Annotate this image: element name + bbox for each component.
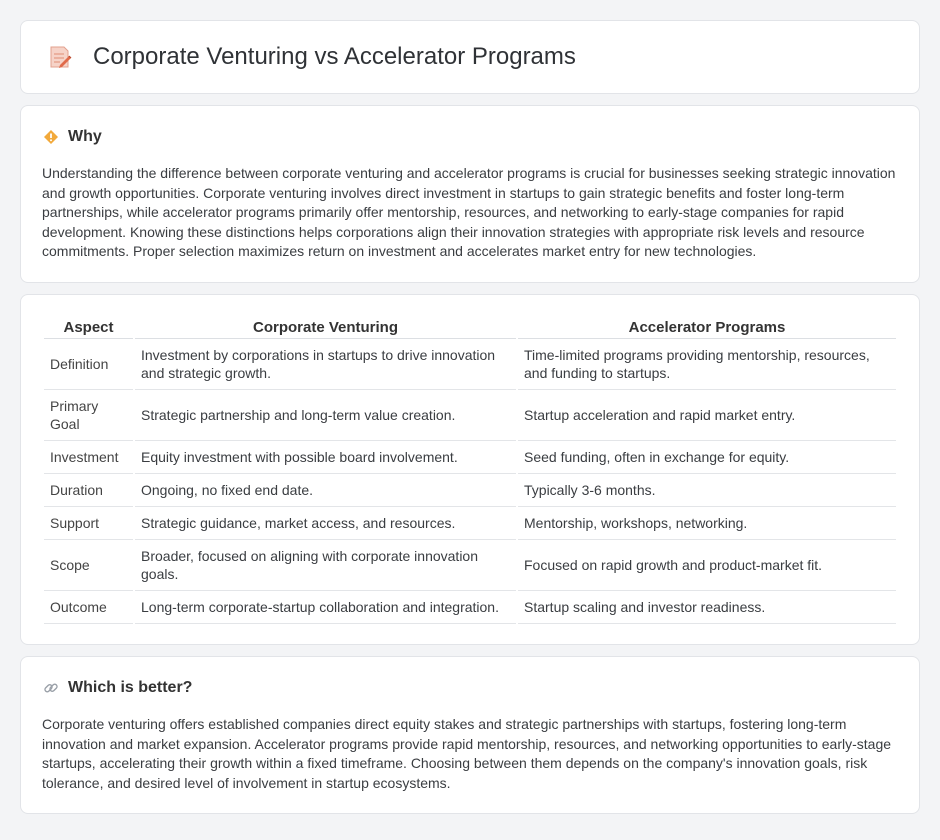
table-row bbox=[44, 474, 896, 507]
corporate-venturing-cell: Investment by corporations in startups to drive innovation and strategic growth. bbox=[135, 339, 516, 390]
table-row bbox=[44, 507, 896, 540]
corporate-venturing-cell: Strategic partnership and long-term value creation. bbox=[135, 390, 516, 441]
table-row bbox=[44, 390, 896, 441]
aspect-cell: Support bbox=[44, 507, 133, 540]
header-card bbox=[20, 20, 920, 94]
corporate-venturing-cell: Strategic guidance, market access, and resources. bbox=[135, 507, 516, 540]
table-row bbox=[44, 591, 896, 624]
aspect-cell: Investment bbox=[44, 441, 133, 474]
column-header: Corporate Venturing bbox=[135, 313, 516, 339]
accelerator-programs-cell: Seed funding, often in exchange for equity. bbox=[518, 441, 896, 474]
aspect-cell: Scope bbox=[44, 540, 133, 591]
warning-diamond-icon bbox=[42, 128, 60, 146]
column-header: Aspect bbox=[44, 313, 133, 339]
aspect-cell: Primary Goal bbox=[44, 390, 133, 441]
page-title: Corporate Venturing vs Accelerator Programs bbox=[93, 43, 576, 70]
aspect-cell: Definition bbox=[44, 339, 133, 390]
accelerator-programs-cell: Typically 3-6 months. bbox=[518, 474, 896, 507]
table-row bbox=[44, 441, 896, 474]
comparison-table-card bbox=[20, 294, 920, 645]
corporate-venturing-cell: Broader, focused on aligning with corporate innovation goals. bbox=[135, 540, 516, 591]
why-heading bbox=[42, 128, 898, 146]
comparison-table bbox=[42, 313, 898, 624]
why-section bbox=[20, 105, 920, 283]
table-row bbox=[44, 339, 896, 390]
corporate-venturing-cell: Ongoing, no fixed end date. bbox=[135, 474, 516, 507]
aspect-cell: Duration bbox=[44, 474, 133, 507]
accelerator-programs-cell: Startup scaling and investor readiness. bbox=[518, 591, 896, 624]
why-heading-label: Why bbox=[68, 128, 102, 145]
accelerator-programs-cell: Startup acceleration and rapid market entry. bbox=[518, 390, 896, 441]
table-row bbox=[44, 540, 896, 591]
which-is-better-text: Corporate venturing offers established companies direct equity stakes and strategic partnerships with startups, fostering long-term innovation and market expansion. Accelerator programs provide rapid mentorship, resources, and networking opportunities to early-stage startups, accelerating their growth within a fixed timeframe. Choosing between them depends on the company's innovation goals, risk tolerance, and desired level of involvement in startup ecosystems. bbox=[42, 715, 892, 791]
link-icon bbox=[42, 679, 60, 697]
accelerator-programs-cell: Time-limited programs providing mentorship, resources, and funding to startups. bbox=[518, 339, 896, 390]
why-text: Understanding the difference between corporate venturing and accelerator programs is crucial for businesses seeking strategic innovation and growth opportunities. Corporate venturing involves direct investment in startups to gain strategic benefits and foster long-term partnerships, while accelerator programs primarily offer mentorship, resources, and networking to early-stage companies for rapid development. Knowing these distinctions helps corporations align their innovation strategies with appropriate risk levels and resource commitments. Proper selection maximizes return on investment and accelerates market entry for new technologies. bbox=[42, 165, 896, 260]
column-header: Accelerator Programs bbox=[518, 313, 896, 339]
accelerator-programs-cell: Mentorship, workshops, networking. bbox=[518, 507, 896, 540]
which-is-better-heading-label: Which is better? bbox=[68, 678, 193, 696]
aspect-cell: Outcome bbox=[44, 591, 133, 624]
accelerator-programs-cell: Focused on rapid growth and product-market fit. bbox=[518, 540, 896, 591]
table-header-row bbox=[44, 313, 896, 339]
which-is-better-section bbox=[20, 656, 920, 814]
document-pencil-icon bbox=[47, 44, 73, 70]
corporate-venturing-cell: Long-term corporate-startup collaboration and integration. bbox=[135, 591, 516, 624]
corporate-venturing-cell: Equity investment with possible board involvement. bbox=[135, 441, 516, 474]
which-is-better-heading bbox=[42, 679, 898, 697]
